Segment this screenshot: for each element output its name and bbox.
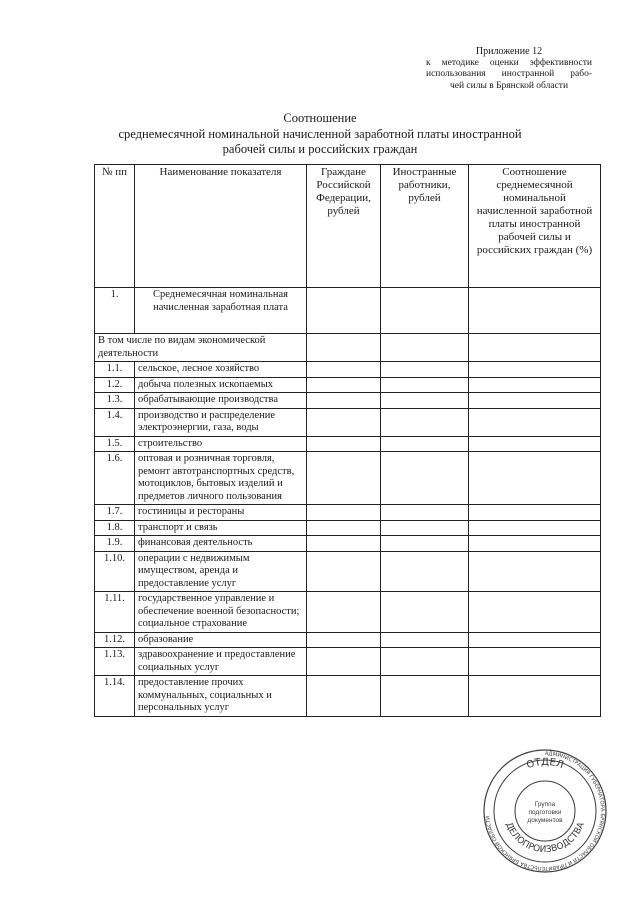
- cell-foreign: [381, 676, 469, 717]
- row-indicator: предоставление прочих коммунальных, социальных и персональных услуг: [135, 676, 307, 717]
- row-number: 1.2.: [95, 377, 135, 393]
- table-row: [95, 536, 601, 552]
- appendix-line-3: чей силы в Брянской области: [449, 80, 569, 91]
- subheader-cell: В том числе по видам экономической деятельности: [95, 334, 307, 362]
- cell-ratio: [469, 536, 601, 552]
- row-indicator: добыча полезных ископаемых: [135, 377, 307, 393]
- row-indicator: операции с недвижимым имуществом, аренда и предоставление услуг: [135, 551, 307, 592]
- table-header-row: [95, 165, 601, 288]
- cell-ratio: [469, 648, 601, 676]
- cell-citizens: [307, 536, 381, 552]
- header-foreign: Иностранные работники, рублей: [381, 165, 469, 288]
- row-indicator: сельское, лесное хозяйство: [135, 362, 307, 378]
- row-number: 1.5.: [95, 436, 135, 452]
- row-number: 1.7.: [95, 505, 135, 521]
- row-number: 1.8.: [95, 520, 135, 536]
- cell-foreign: [381, 362, 469, 378]
- table-row: [95, 377, 601, 393]
- table-row: [95, 452, 601, 505]
- cell-ratio: [469, 520, 601, 536]
- appendix-title: Приложение 12: [475, 46, 543, 57]
- title-line-1: Соотношение: [283, 111, 357, 125]
- cell-citizens: [307, 334, 381, 362]
- cell-ratio: [469, 592, 601, 633]
- cell-foreign: [381, 334, 469, 362]
- table-row: [95, 551, 601, 592]
- row-indicator: финансовая деятельность: [135, 536, 307, 552]
- table-row: [95, 632, 601, 648]
- cell-foreign: [381, 536, 469, 552]
- cell-foreign: [381, 520, 469, 536]
- stamp-bottom-word: ДЕЛОПРОИЗВОДСТВА: [503, 820, 587, 856]
- header-ratio: Соотношение среднемесячной номинальной начисленной заработной платы иностранной рабочей силы и российских граждан (%): [469, 165, 601, 288]
- cell-citizens: [307, 592, 381, 633]
- cell-foreign: [381, 632, 469, 648]
- title-line-3: рабочей силы и российских граждан: [222, 142, 418, 156]
- cell-foreign: [381, 551, 469, 592]
- table-row: [95, 288, 601, 334]
- appendix-line-2: использования иностранной рабо-: [426, 69, 592, 79]
- cell-citizens: [307, 377, 381, 393]
- cell-foreign: [381, 505, 469, 521]
- stamp-center-line-1: Группа: [534, 801, 556, 808]
- salary-ratio-table: [94, 164, 601, 717]
- cell-ratio: [469, 632, 601, 648]
- row-indicator: обрабатывающие производства: [135, 393, 307, 409]
- cell-ratio: [469, 393, 601, 409]
- row-number: 1.11.: [95, 592, 135, 633]
- appendix-line-1: к методике оценки эффективности: [426, 57, 592, 68]
- row-number: 1.9.: [95, 536, 135, 552]
- cell-foreign: [381, 288, 469, 334]
- header-name: Наименование показателя: [135, 165, 307, 288]
- table-row: [95, 520, 601, 536]
- cell-foreign: [381, 452, 469, 505]
- row-number: 1.6.: [95, 452, 135, 505]
- row-number: 1.1.: [95, 362, 135, 378]
- header-num: № пп: [95, 165, 135, 288]
- cell-ratio: [469, 551, 601, 592]
- row-indicator: Среднемесячная номинальная начисленная заработная плата: [135, 288, 307, 334]
- row-indicator: транспорт и связь: [135, 520, 307, 536]
- cell-foreign: [381, 436, 469, 452]
- table-row: [95, 393, 601, 409]
- cell-citizens: [307, 632, 381, 648]
- cell-ratio: [469, 362, 601, 378]
- table-row: [95, 592, 601, 633]
- row-indicator: государственное управление и обеспечение военной безопасности; социальное страхование: [135, 592, 307, 633]
- row-indicator: оптовая и розничная торговля, ремонт автотранспортных средств, мотоциклов, бытовых изделий и предметов личного пользования: [135, 452, 307, 505]
- cell-citizens: [307, 520, 381, 536]
- table-row: [95, 648, 601, 676]
- row-number: 1.10.: [95, 551, 135, 592]
- cell-citizens: [307, 551, 381, 592]
- cell-ratio: [469, 436, 601, 452]
- row-indicator: строительство: [135, 436, 307, 452]
- table-row: [95, 676, 601, 717]
- title-line-2: среднемесячной номинальной начисленной заработной платы иностранной: [118, 126, 522, 141]
- header-citizens: Граждане Российской Федерации, рублей: [307, 165, 381, 288]
- cell-citizens: [307, 393, 381, 409]
- row-indicator: здравоохранение и предоставление социальных услуг: [135, 648, 307, 676]
- stamp-top-word: ОТДЕЛ: [525, 756, 565, 772]
- cell-citizens: [307, 408, 381, 436]
- cell-foreign: [381, 592, 469, 633]
- table-row: [95, 362, 601, 378]
- stamp-center-line-3: документов: [527, 817, 563, 824]
- cell-foreign: [381, 393, 469, 409]
- row-number: 1.: [95, 288, 135, 334]
- cell-citizens: [307, 436, 381, 452]
- department-stamp: [482, 748, 608, 874]
- cell-citizens: [307, 288, 381, 334]
- cell-ratio: [469, 377, 601, 393]
- row-number: 1.14.: [95, 676, 135, 717]
- table-row: [95, 436, 601, 452]
- cell-ratio: [469, 676, 601, 717]
- cell-citizens: [307, 505, 381, 521]
- cell-ratio: [469, 334, 601, 362]
- appendix-note: [426, 46, 592, 92]
- table-row: [95, 408, 601, 436]
- cell-ratio: [469, 505, 601, 521]
- row-indicator: образование: [135, 632, 307, 648]
- cell-citizens: [307, 362, 381, 378]
- cell-citizens: [307, 676, 381, 717]
- cell-citizens: [307, 452, 381, 505]
- cell-citizens: [307, 648, 381, 676]
- document-title: [100, 111, 540, 158]
- row-indicator: гостиницы и рестораны: [135, 505, 307, 521]
- cell-foreign: [381, 648, 469, 676]
- table-row: [95, 505, 601, 521]
- row-number: 1.4.: [95, 408, 135, 436]
- table-subheader-row: [95, 334, 601, 362]
- cell-foreign: [381, 408, 469, 436]
- row-number: 1.12.: [95, 632, 135, 648]
- stamp-center-line-2: подготовки: [528, 809, 562, 816]
- row-number: 1.3.: [95, 393, 135, 409]
- row-indicator: производство и распределение электроэнергии, газа, воды: [135, 408, 307, 436]
- cell-foreign: [381, 377, 469, 393]
- cell-ratio: [469, 452, 601, 505]
- cell-ratio: [469, 288, 601, 334]
- cell-ratio: [469, 408, 601, 436]
- row-number: 1.13.: [95, 648, 135, 676]
- stamp-outer-text: АДМИНИСТРАЦИЯ ГУБЕРНАТОРА БРЯНСКОЙ ОБЛАСТИ И ПРАВИТЕЛЬСТВА БРЯНСКОЙ ОБЛАСТИ: [485, 750, 605, 872]
